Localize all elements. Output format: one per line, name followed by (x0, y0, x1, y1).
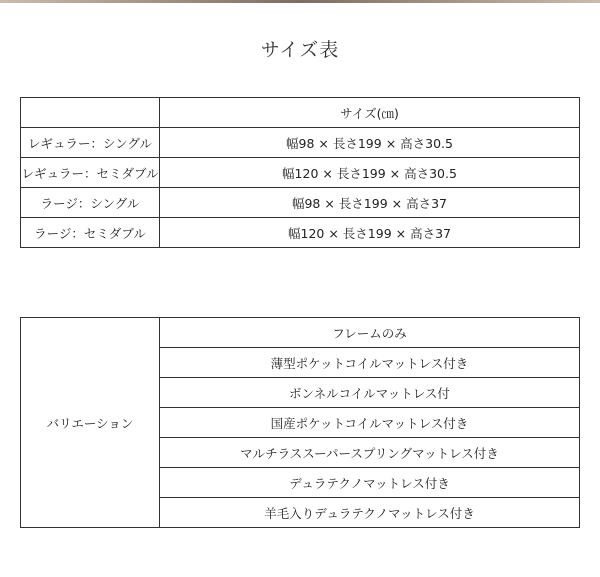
size-table-header: サイズ(㎝) (160, 98, 580, 128)
size-row-value: 幅98 × 長さ199 × 高さ37 (160, 188, 580, 218)
variation-item: 羊毛入りデュラテクノマットレス付き (160, 498, 580, 528)
size-table-header-row (21, 98, 580, 128)
size-row-label: レギュラー：シングル (21, 128, 160, 158)
size-row-label: ラージ：セミダブル (21, 218, 160, 248)
size-table (20, 97, 580, 248)
variation-item: 薄型ポケットコイルマットレス付き (160, 348, 580, 378)
variation-label: バリエーション (21, 318, 160, 528)
size-table-row (21, 188, 580, 218)
variation-item: マルチラススーパースプリングマットレス付き (160, 438, 580, 468)
variation-item: デュラテクノマットレス付き (160, 468, 580, 498)
size-table-row (21, 158, 580, 188)
variation-row (21, 318, 580, 348)
variation-item: フレームのみ (160, 318, 580, 348)
size-row-label: レギュラー：セミダブル (21, 158, 160, 188)
variation-item: 国産ポケットコイルマットレス付き (160, 408, 580, 438)
top-divider (0, 0, 600, 3)
size-row-label: ラージ：シングル (21, 188, 160, 218)
size-table-row (21, 218, 580, 248)
page-title: サイズ表 (260, 39, 340, 61)
size-row-value: 幅120 × 長さ199 × 高さ30.5 (160, 158, 580, 188)
size-row-value: 幅120 × 長さ199 × 高さ37 (160, 218, 580, 248)
variation-table (20, 317, 580, 528)
variation-item: ボンネルコイルマットレス付 (160, 378, 580, 408)
size-table-row (21, 128, 580, 158)
size-row-value: 幅98 × 長さ199 × 高さ30.5 (160, 128, 580, 158)
size-table-corner-cell (21, 98, 160, 128)
